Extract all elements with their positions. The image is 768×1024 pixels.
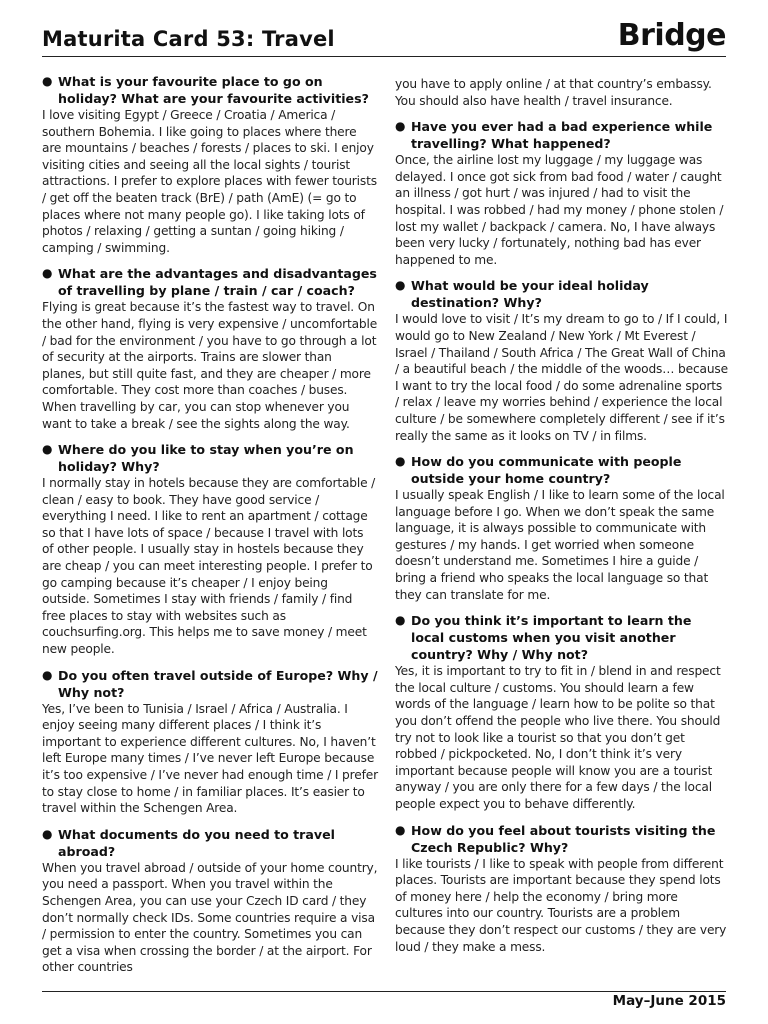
answer: I would love to visit / It’s my dream to go to / If I could, I would go to New Zealand / New York / Mt Everest / Israel / Thailand / South Africa / The Great Wall of China / a beautiful beach / the middle of the woods… because I want to try the local food / do some adrenaline sports / relax / leave my worries behind / experience the local culture / be somewhere completely different / see if it’s really the same as it looks on TV / in films. — [395, 312, 728, 443]
question: ● Where do you like to stay when you’re on holiday? Why? — [42, 442, 354, 475]
issue-date: May–June 2015 — [612, 993, 726, 1009]
question: ● Do you often travel outside of Europe? Why / Why not? — [42, 667, 378, 700]
question: ● What documents do you need to travel abroad? — [42, 826, 335, 859]
page-header — [42, 18, 726, 57]
qa-section — [42, 73, 378, 256]
qa-section — [395, 277, 729, 444]
bullet-icon: ● — [42, 74, 53, 88]
answer: I usually speak English / I like to learn some of the local language before I go. When we don’t speak the same language, it is always possible to communicate with gestures / my hands. I get worried when someone doesn’t understand me. Sometimes I hire a guide / bring a friend who speaks the local language so that they can translate for me. — [395, 488, 725, 602]
answer: Yes, I’ve been to Tunisia / Israel / Africa / Australia. I enjoy seeing many different places / I think it’s important to experience different cultures. No, I haven’t left Europe many times / I’ve never left Europe because it’s too expensive / I’ve never had enough time / I prefer to stay close to home / in familiar places. It’s easier to travel within the Schengen Area. — [42, 701, 378, 816]
question: ● What is your favourite place to go on holiday? What are your favourite activities? — [42, 74, 369, 106]
bullet-icon: ● — [395, 119, 406, 134]
right-column — [395, 76, 729, 964]
answer-continuation: you have to apply online / at that country’s embassy. You should also have health / travel insurance. — [395, 77, 712, 108]
answer: When you travel abroad / outside of your home country, you need a passport. When you travel within the Schengen Area, you can use your Czech ID card / they don’t normally check IDs. Some countries require a visa / permission to enter the country. Sometimes you can get a visa when crossing the border / at the airport. For other countries — [42, 860, 378, 975]
bullet-icon: ● — [395, 278, 406, 293]
qa-section — [395, 822, 729, 956]
page-title: Maturita Card 53: Travel — [42, 27, 335, 51]
qa-section — [395, 612, 729, 812]
qa-section — [42, 826, 378, 976]
answer: Flying is great because it’s the fastest way to travel. On the other hand, flying is very expensive / uncomfortable / bad for the environment / you have to go through a lot of security at the airports. Trains are slower than planes, but still quite fast, and they are cheaper / more comfortable. They cost more than coaches / buses. When travelling by car, you can stop whenever you want to take a break / see the sights along the way. — [42, 300, 378, 431]
answer: I love visiting Egypt / Greece / Croatia / America / southern Bohemia. I like going to places where there are mountains / beaches / forests / places to ski. I enjoy visiting cities and seeing all the local sights / tourist attractions. I prefer to explore places with fewer tourists / get off the beaten track (BrE) / path (AmE) (= go to places where not many people go). I like taking lots of photos / relaxing / getting a suntan / going hiking / camping / swimming. — [42, 108, 377, 255]
answer: Once, the airline lost my luggage / my luggage was delayed. I once got sick from bad food / water / caught an illness / got hurt / was injured / had to visit the hospital. I was robbed / had my money / phone stolen / lost my wallet / backpack / camera. No, I have always been very lucky / fortunately, nothing bad has ever happened to me. — [395, 153, 724, 267]
brand-logo: Bridge — [617, 18, 726, 53]
answer: I normally stay in hotels because they are comfortable / clean / easy to book. They have good service / everything I need. I like to rent an apartment / cottage so that I have lots of space / because I travel with lots of other people. I usually stay in hostels because they are cheap / you can meet interesting people. I prefer to go camping because it’s cheaper / I enjoy being outside. Sometimes I stay with friends / family / find free places to stay with websites such as couchsurfing.org. This helps me to save money / meet new people. — [42, 476, 376, 657]
footer-divider — [42, 991, 726, 992]
qa-section — [395, 453, 729, 603]
bullet-icon: ● — [42, 826, 53, 841]
question: ● Do you think it’s important to learn the local customs when you visit another country? Why / Why not? — [395, 613, 692, 663]
answer: I like tourists / I like to speak with people from different places. Tourists are important because they spend lots of money here / help the economy / bring more cultures into our country. Tourists are a problem because they don’t respect our customs / they are very loud / they make a mess. — [395, 856, 727, 954]
question: ● How do you feel about tourists visiting the Czech Republic? Why? — [395, 822, 716, 855]
bullet-icon: ● — [42, 442, 53, 457]
bullet-icon: ● — [42, 667, 53, 682]
question: ● Have you ever had a bad experience while travelling? What happened? — [395, 119, 713, 152]
qa-section — [42, 667, 378, 817]
question: ● What would be your ideal holiday destination? Why? — [395, 278, 649, 311]
qa-section — [42, 265, 378, 432]
answer: Yes, it is important to try to fit in / blend in and respect the local culture / customs. You should learn a few words of the language / learn how to be polite so that you don’t offend the people who live there. You should try not to look like a tourist so that you don’t get robbed / pickpocketed. No, I don’t think it’s very important because people will know you are a tourist anyway / you are only there for a few days / the local people expect you to behave differently. — [395, 664, 721, 811]
bullet-icon: ● — [395, 822, 406, 837]
qa-section — [42, 441, 378, 658]
bullet-icon: ● — [395, 613, 406, 628]
left-column — [42, 73, 378, 985]
question: ● How do you communicate with people outside your home country? — [395, 454, 682, 487]
question: ● What are the advantages and disadvantages of travelling by plane / train / car / coach? — [42, 266, 377, 299]
qa-section — [395, 118, 729, 268]
bullet-icon: ● — [395, 454, 406, 469]
bullet-icon: ● — [42, 266, 53, 281]
